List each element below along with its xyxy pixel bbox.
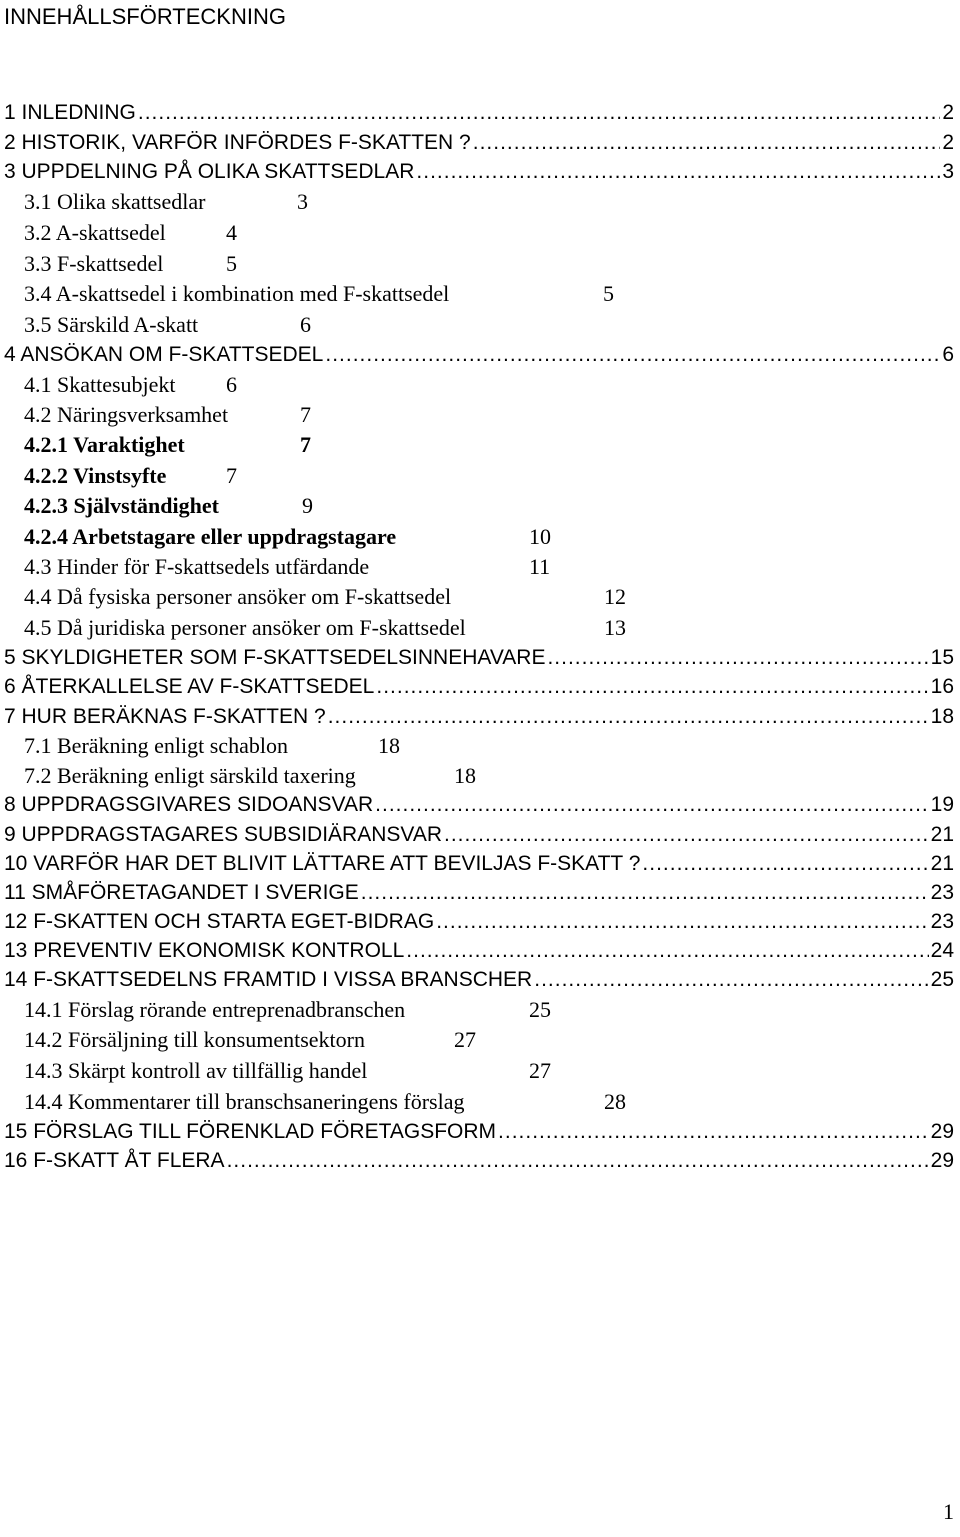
toc-entry-text: 3.3 F-skattsedel: [24, 251, 164, 276]
toc-entry[interactable]: [4, 907, 954, 937]
toc-entry-text: 6 ÅTERKALLELSE AV F-SKATTSEDEL: [4, 675, 375, 698]
toc-subentry[interactable]: [24, 552, 551, 582]
toc-entry-page: 7: [226, 463, 237, 488]
toc-entry-text: 8 UPPDRAGSGIVARES SIDOANSVAR: [4, 793, 374, 816]
toc-subentry[interactable]: [24, 461, 237, 491]
toc-entry-page: 9: [302, 493, 313, 518]
toc-entry-text: 13 PREVENTIV EKONOMISK KONTROLL: [4, 939, 405, 962]
toc-entry-page: 5: [226, 251, 237, 276]
toc-entry-page: 28: [604, 1089, 626, 1114]
toc-entry-page: 6: [942, 343, 954, 366]
toc-entry-text: 3 UPPDELNING PÅ OLIKA SKATTSEDLAR: [4, 160, 415, 183]
toc-entry-page: 25: [529, 997, 551, 1022]
dot-leader: [534, 965, 928, 995]
page-number: 1: [943, 1499, 954, 1524]
toc-entry-page: 6: [226, 372, 237, 397]
toc-entry-text: 4.1 Skattesubjekt: [24, 372, 176, 397]
toc-entry-text: 4.4 Då fysiska personer ansöker om F-skattsedel: [24, 584, 452, 609]
toc-entry-page: 21: [930, 823, 954, 846]
toc-entry[interactable]: [4, 643, 954, 673]
toc-entry-text: 4.2.2 Vinstsyfte: [24, 463, 167, 488]
dot-leader: [406, 936, 928, 966]
toc-entry-text: 16 F-SKATT ÅT FLERA: [4, 1149, 225, 1172]
toc-entry[interactable]: [4, 128, 954, 158]
dot-leader: [444, 820, 929, 850]
toc-entry[interactable]: [4, 965, 954, 995]
toc-subentry[interactable]: [24, 995, 551, 1025]
toc-entry-text: 15 FÖRSLAG TILL FÖRENKLAD FÖRETAGSFORM: [4, 1120, 497, 1143]
toc-entry-text: 4.3 Hinder för F-skattsedels utfärdande: [24, 554, 370, 579]
toc-entry-page: 2: [942, 131, 954, 154]
toc-entry-page: 3: [297, 189, 308, 214]
dot-leader: [227, 1146, 929, 1176]
toc-entry-page: 12: [604, 584, 626, 609]
toc-entry-text: 11 SMÅFÖRETAGANDET I SVERIGE: [4, 881, 359, 904]
toc-entry-page: 4: [226, 220, 237, 245]
toc-entry[interactable]: [4, 702, 954, 732]
dot-leader: [416, 157, 940, 187]
dot-leader: [138, 98, 940, 128]
toc-entry-page: 24: [930, 939, 954, 962]
toc-entry-text: 5 SKYLDIGHETER SOM F-SKATTSEDELSINNEHAVARE: [4, 646, 546, 669]
dot-leader: [328, 702, 929, 732]
toc-entry-page: 18: [930, 705, 954, 728]
dot-leader: [361, 878, 929, 908]
toc-entry-text: 14 F-SKATTSEDELNS FRAMTID I VISSA BRANSCHER: [4, 968, 533, 991]
toc-subentry[interactable]: [24, 400, 311, 430]
toc-subentry[interactable]: [24, 430, 311, 460]
toc-subentry[interactable]: [24, 279, 614, 309]
toc-entry-text: 4.2.1 Varaktighet: [24, 432, 185, 457]
toc-subentry[interactable]: [24, 491, 313, 521]
toc-entry-page: 7: [300, 402, 311, 427]
toc-entry-page: 13: [604, 615, 626, 640]
toc-entry[interactable]: [4, 878, 954, 908]
toc-heading: INNEHÅLLSFÖRTECKNING: [4, 4, 286, 29]
toc-entry-page: 3: [942, 160, 954, 183]
toc-entry-page: 29: [930, 1149, 954, 1172]
toc-entry-page: 10: [529, 524, 551, 549]
toc-entry-text: 3.5 Särskild A-skatt: [24, 312, 199, 337]
toc-entry-page: 18: [454, 763, 476, 788]
toc-entry-text: 4.2.4 Arbetstagare eller uppdragstagare: [24, 524, 397, 549]
toc-entry[interactable]: [4, 1146, 954, 1176]
toc-subentry[interactable]: [24, 582, 626, 612]
toc-entry-page: 19: [930, 793, 954, 816]
toc-entry-page: 5: [603, 281, 614, 306]
toc-entry[interactable]: [4, 1117, 954, 1147]
toc-subentry[interactable]: [24, 613, 626, 643]
toc-entry[interactable]: [4, 340, 954, 370]
toc-entry-page: 15: [930, 646, 954, 669]
toc-entry-page: 23: [930, 881, 954, 904]
toc-subentry[interactable]: [24, 1025, 476, 1055]
toc-subentry[interactable]: [24, 1056, 551, 1086]
toc-entry-text: 4 ANSÖKAN OM F-SKATTSEDEL: [4, 343, 324, 366]
toc-entry-text: 4.2 Näringsverksamhet: [24, 402, 229, 427]
toc-entry-text: 7.1 Beräkning enligt schablon: [24, 733, 288, 758]
toc-entry-text: 14.4 Kommentarer till branschsaneringens förslag: [24, 1089, 465, 1114]
toc-entry-text: 3.1 Olika skattsedlar: [24, 189, 206, 214]
dot-leader: [376, 672, 928, 702]
toc-entry-page: 27: [529, 1058, 551, 1083]
toc-entry-page: 27: [454, 1027, 476, 1052]
toc-entry-page: 7: [300, 432, 311, 457]
toc-subentry[interactable]: [24, 522, 551, 552]
toc-entry-text: 7.2 Beräkning enligt särskild taxering: [24, 763, 356, 788]
toc-entry-page: 25: [930, 968, 954, 991]
toc-entry[interactable]: [4, 98, 954, 128]
toc-entry-page: 6: [300, 312, 311, 337]
toc-subentry[interactable]: [24, 187, 308, 217]
toc-subentry[interactable]: [24, 249, 237, 279]
toc-entry-text: 4.5 Då juridiska personer ansöker om F-skattsedel: [24, 615, 466, 640]
toc-entry-text: 3.2 A-skattsedel: [24, 220, 166, 245]
toc-subentry[interactable]: [24, 218, 237, 248]
toc-entry[interactable]: [4, 790, 954, 820]
toc-entry-text: 10 VARFÖR HAR DET BLIVIT LÄTTARE ATT BEVILJAS F-SKATT ?: [4, 852, 641, 875]
toc-entry-text: 2 HISTORIK, VARFÖR INFÖRDES F-SKATTEN ?: [4, 131, 471, 154]
toc-entry[interactable]: [4, 820, 954, 850]
toc-entry[interactable]: [4, 849, 954, 879]
dot-leader: [436, 907, 928, 937]
toc-entry-text: 7 HUR BERÄKNAS F-SKATTEN ?: [4, 705, 326, 728]
toc-subentry[interactable]: [24, 310, 311, 340]
toc-subentry[interactable]: [24, 731, 400, 761]
dot-leader: [642, 849, 928, 879]
toc-entry-text: 14.1 Förslag rörande entreprenadbranschen: [24, 997, 406, 1022]
toc-subentry[interactable]: [24, 761, 476, 791]
toc-entry[interactable]: [4, 936, 954, 966]
toc-entry-text: 4.2.3 Självständighet: [24, 493, 219, 518]
toc-entry-text: 14.2 Försäljning till konsumentsektorn: [24, 1027, 365, 1052]
dot-leader: [375, 790, 928, 820]
toc-entry[interactable]: [4, 157, 954, 187]
dot-leader: [498, 1117, 929, 1147]
toc-entry-page: 2: [942, 101, 954, 124]
toc-entry-text: 14.3 Skärpt kontroll av tillfällig handel: [24, 1058, 368, 1083]
toc-subentry[interactable]: [24, 1087, 626, 1117]
toc-entry-text: 12 F-SKATTEN OCH STARTA EGET-BIDRAG: [4, 910, 435, 933]
toc-entry-page: 29: [930, 1120, 954, 1143]
toc-entry-page: 16: [930, 675, 954, 698]
dot-leader: [473, 128, 941, 158]
toc-subentry[interactable]: [24, 370, 237, 400]
dot-leader: [547, 643, 928, 673]
toc-entry-page: 23: [930, 910, 954, 933]
toc-entry-text: 3.4 A-skattsedel i kombination med F-skattsedel: [24, 281, 450, 306]
toc-entry-page: 21: [930, 852, 954, 875]
toc-entry-page: 18: [378, 733, 400, 758]
toc-entry-text: 1 INLEDNING: [4, 101, 136, 124]
toc-entry[interactable]: [4, 672, 954, 702]
toc-entry-page: 11: [529, 554, 551, 579]
dot-leader: [325, 340, 940, 370]
toc-entry-text: 9 UPPDRAGSTAGARES SUBSIDIÄRANSVAR: [4, 823, 442, 846]
